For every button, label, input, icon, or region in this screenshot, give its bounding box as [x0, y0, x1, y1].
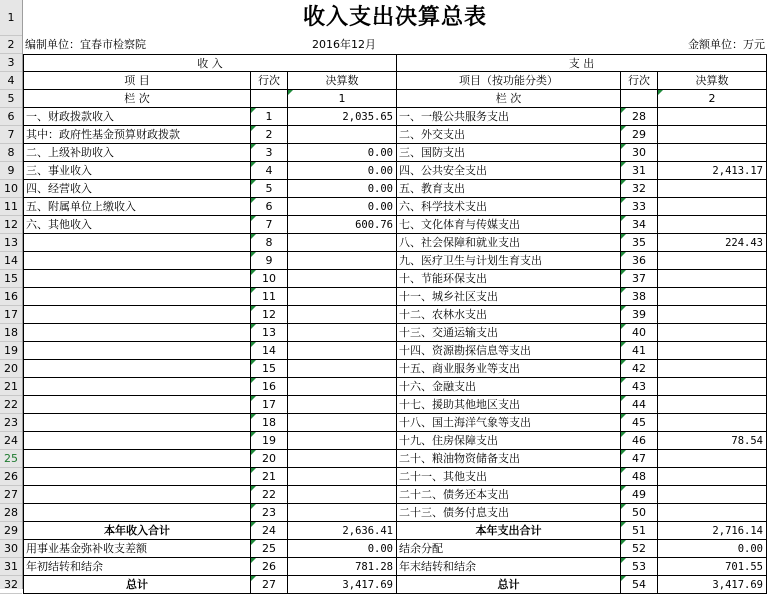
row-number[interactable]: 20: [0, 360, 22, 378]
income-seq-cell[interactable]: 18: [251, 414, 288, 432]
income-amount-cell[interactable]: 2,035.65: [288, 108, 397, 126]
expense-item-cell[interactable]: 十七、援助其他地区支出: [397, 396, 621, 414]
income-item-cell[interactable]: 五、附属单位上缴收入: [23, 198, 251, 216]
income-amount-cell[interactable]: [288, 360, 397, 378]
income-amount-cell[interactable]: [288, 126, 397, 144]
expense-amount-cell[interactable]: 2,716.14: [658, 522, 767, 540]
expense-item-cell[interactable]: 十四、资源勘探信息等支出: [397, 342, 621, 360]
expense-item-cell[interactable]: 六、科学技术支出: [397, 198, 621, 216]
expense-item-cell[interactable]: 九、医疗卫生与计划生育支出: [397, 252, 621, 270]
expense-amount-cell[interactable]: 78.54: [658, 432, 767, 450]
table-row: [23, 504, 767, 522]
row-number[interactable]: 13: [0, 234, 22, 252]
row-number[interactable]: 23: [0, 414, 22, 432]
income-item-cell[interactable]: 四、经营收入: [23, 180, 251, 198]
expense-amount-cell[interactable]: [658, 270, 767, 288]
expense-seq-cell[interactable]: 47: [621, 450, 658, 468]
expense-amount-cell[interactable]: [658, 342, 767, 360]
expense-seq-cell[interactable]: 54: [621, 576, 658, 594]
expense-amount-cell[interactable]: 701.55: [658, 558, 767, 576]
income-item-cell[interactable]: 总计: [23, 576, 251, 594]
expense-amount-cell[interactable]: [658, 414, 767, 432]
income-seq-cell[interactable]: 23: [251, 504, 288, 522]
table-row: [23, 108, 767, 126]
expense-amount-cell[interactable]: [658, 486, 767, 504]
row-number[interactable]: 12: [0, 216, 22, 234]
income-seq-cell[interactable]: 15: [251, 360, 288, 378]
income-seq-cell[interactable]: 24: [251, 522, 288, 540]
income-item-cell[interactable]: 年初结转和结余: [23, 558, 251, 576]
org-line[interactable]: 编制单位：宜春市检察院: [25, 38, 146, 51]
expense-seq-cell[interactable]: 35: [621, 234, 658, 252]
expense-item-cell[interactable]: 十一、城乡社区支出: [397, 288, 621, 306]
section-income[interactable]: 收 入: [23, 54, 397, 72]
table-row: [23, 468, 767, 486]
income-amount-cell[interactable]: 0.00: [288, 180, 397, 198]
income-item-cell[interactable]: [23, 396, 251, 414]
expense-amount-cell[interactable]: 224.43: [658, 234, 767, 252]
col-exp-label[interactable]: 栏 次: [397, 90, 621, 108]
header-exp-seq[interactable]: 行次: [621, 72, 658, 90]
expense-item-cell[interactable]: 十、节能环保支出: [397, 270, 621, 288]
section-expense[interactable]: 支 出: [397, 54, 767, 72]
row-number[interactable]: 18: [0, 324, 22, 342]
expense-amount-cell[interactable]: [658, 198, 767, 216]
expense-seq-cell[interactable]: 53: [621, 558, 658, 576]
income-item-cell[interactable]: [23, 306, 251, 324]
row-number[interactable]: 2: [0, 36, 22, 54]
row-number[interactable]: 15: [0, 270, 22, 288]
col-blank[interactable]: [251, 90, 288, 108]
row-number[interactable]: 8: [0, 144, 22, 162]
expense-amount-cell[interactable]: 3,417.69: [658, 576, 767, 594]
expense-item-cell[interactable]: 一、一般公共服务支出: [397, 108, 621, 126]
expense-amount-cell[interactable]: [658, 504, 767, 522]
income-item-cell[interactable]: [23, 432, 251, 450]
expense-item-cell[interactable]: 十六、金融支出: [397, 378, 621, 396]
income-seq-cell[interactable]: 26: [251, 558, 288, 576]
expense-amount-cell[interactable]: [658, 252, 767, 270]
expense-item-cell[interactable]: 十二、农林水支出: [397, 306, 621, 324]
expense-item-cell[interactable]: 二十二、债务还本支出: [397, 486, 621, 504]
row-number[interactable]: 28: [0, 504, 22, 522]
row-number[interactable]: 4: [0, 72, 22, 90]
income-amount-cell[interactable]: [288, 306, 397, 324]
table-row: [23, 558, 767, 576]
income-amount-cell[interactable]: [288, 396, 397, 414]
table-row: [23, 414, 767, 432]
report-title: 收入支出决算总表: [302, 5, 487, 30]
row-number-gutter: [0, 0, 23, 589]
expense-seq-cell[interactable]: 29: [621, 126, 658, 144]
expense-seq-cell[interactable]: 45: [621, 414, 658, 432]
header-info-row: [23, 36, 767, 54]
expense-seq-cell[interactable]: 49: [621, 486, 658, 504]
expense-seq-cell[interactable]: 46: [621, 432, 658, 450]
expense-amount-cell[interactable]: 2,413.17: [658, 162, 767, 180]
income-item-cell[interactable]: 本年收入合计: [23, 522, 251, 540]
income-amount-cell[interactable]: [288, 270, 397, 288]
income-item-cell[interactable]: 用事业基金弥补收支差额: [23, 540, 251, 558]
row-number[interactable]: 25: [0, 450, 22, 468]
expense-seq-cell[interactable]: 43: [621, 378, 658, 396]
column-header-row: [23, 72, 767, 90]
expense-seq-cell[interactable]: 39: [621, 306, 658, 324]
table-row: [23, 126, 767, 144]
row-number[interactable]: 30: [0, 540, 22, 558]
income-seq-cell[interactable]: 22: [251, 486, 288, 504]
expense-item-cell[interactable]: 本年支出合计: [397, 522, 621, 540]
income-seq-cell[interactable]: 1: [251, 108, 288, 126]
expense-item-cell[interactable]: 八、社会保障和就业支出: [397, 234, 621, 252]
expense-item-cell[interactable]: 二十三、债务付息支出: [397, 504, 621, 522]
income-item-cell[interactable]: 二、上级补助收入: [23, 144, 251, 162]
table-row: [23, 432, 767, 450]
col-exp-index[interactable]: 2: [658, 90, 767, 108]
expense-amount-cell[interactable]: [658, 288, 767, 306]
expense-item-cell[interactable]: 结余分配: [397, 540, 621, 558]
income-item-cell[interactable]: 其中：政府性基金预算财政拨款: [23, 126, 251, 144]
expense-item-cell[interactable]: 四、公共安全支出: [397, 162, 621, 180]
expense-seq-cell[interactable]: 37: [621, 270, 658, 288]
row-number[interactable]: 21: [0, 378, 22, 396]
expense-item-cell[interactable]: 二十、粮油物资储备支出: [397, 450, 621, 468]
income-item-cell[interactable]: 三、事业收入: [23, 162, 251, 180]
row-number[interactable]: 9: [0, 162, 22, 180]
expense-item-cell[interactable]: 年末结转和结余: [397, 558, 621, 576]
income-seq-cell[interactable]: 11: [251, 288, 288, 306]
table-row: [23, 378, 767, 396]
income-seq-cell[interactable]: 21: [251, 468, 288, 486]
table-row: [23, 216, 767, 234]
expense-item-cell[interactable]: 十三、交通运输支出: [397, 324, 621, 342]
expense-item-cell[interactable]: 五、教育支出: [397, 180, 621, 198]
income-amount-cell[interactable]: [288, 468, 397, 486]
table-row: [23, 540, 767, 558]
row-number[interactable]: 16: [0, 288, 22, 306]
income-amount-cell[interactable]: [288, 486, 397, 504]
expense-amount-cell[interactable]: [658, 306, 767, 324]
table-row: [23, 252, 767, 270]
col-income-index[interactable]: 1: [288, 90, 397, 108]
income-amount-cell[interactable]: 0.00: [288, 144, 397, 162]
income-amount-cell[interactable]: 2,636.41: [288, 522, 397, 540]
expense-seq-cell[interactable]: 50: [621, 504, 658, 522]
header-amount[interactable]: 决算数: [288, 72, 397, 90]
expense-seq-cell[interactable]: 33: [621, 198, 658, 216]
row-number[interactable]: 22: [0, 396, 22, 414]
table-row: [23, 576, 767, 594]
table-row: [23, 270, 767, 288]
income-item-cell[interactable]: [23, 486, 251, 504]
row-number[interactable]: 17: [0, 306, 22, 324]
income-amount-cell[interactable]: 781.28: [288, 558, 397, 576]
income-amount-cell[interactable]: 0.00: [288, 540, 397, 558]
row-number[interactable]: 14: [0, 252, 22, 270]
expense-seq-cell[interactable]: 30: [621, 144, 658, 162]
expense-seq-cell[interactable]: 48: [621, 468, 658, 486]
income-item-cell[interactable]: [23, 504, 251, 522]
row-number[interactable]: 1: [0, 0, 22, 36]
table-row: [23, 144, 767, 162]
income-seq-cell[interactable]: 16: [251, 378, 288, 396]
expense-seq-cell[interactable]: 38: [621, 288, 658, 306]
row-number[interactable]: 24: [0, 432, 22, 450]
income-seq-cell[interactable]: 27: [251, 576, 288, 594]
income-amount-cell[interactable]: 0.00: [288, 162, 397, 180]
col-exp-blank[interactable]: [621, 90, 658, 108]
header-item[interactable]: 项 目: [23, 72, 251, 90]
income-amount-cell[interactable]: [288, 288, 397, 306]
header-exp-item[interactable]: 项目（按功能分类）: [397, 72, 621, 90]
table-row: [23, 342, 767, 360]
column-index-row: [23, 90, 767, 108]
table-row: [23, 162, 767, 180]
income-amount-cell[interactable]: [288, 414, 397, 432]
expense-seq-cell[interactable]: 34: [621, 216, 658, 234]
table-row: [23, 360, 767, 378]
expense-amount-cell[interactable]: [658, 216, 767, 234]
row-number[interactable]: 29: [0, 522, 22, 540]
unit-label[interactable]: 金额单位：万元: [688, 38, 765, 51]
expense-amount-cell[interactable]: [658, 396, 767, 414]
income-item-cell[interactable]: [23, 468, 251, 486]
table-row: [23, 486, 767, 504]
table-row: [23, 306, 767, 324]
expense-item-cell[interactable]: 七、文化体育与传媒支出: [397, 216, 621, 234]
row-number[interactable]: 26: [0, 468, 22, 486]
expense-seq-cell[interactable]: 44: [621, 396, 658, 414]
expense-seq-cell[interactable]: 32: [621, 180, 658, 198]
income-amount-cell[interactable]: [288, 432, 397, 450]
expense-item-cell[interactable]: 三、国防支出: [397, 144, 621, 162]
period[interactable]: 2016年12月: [312, 38, 376, 51]
row-number[interactable]: 7: [0, 126, 22, 144]
income-seq-cell[interactable]: 9: [251, 252, 288, 270]
expense-item-cell[interactable]: 十八、国土海洋气象等支出: [397, 414, 621, 432]
income-item-cell[interactable]: [23, 414, 251, 432]
income-amount-cell[interactable]: [288, 234, 397, 252]
expense-seq-cell[interactable]: 31: [621, 162, 658, 180]
table-row: [23, 180, 767, 198]
expense-item-cell[interactable]: 十五、商业服务业等支出: [397, 360, 621, 378]
income-amount-cell[interactable]: 3,417.69: [288, 576, 397, 594]
expense-seq-cell[interactable]: 42: [621, 360, 658, 378]
income-seq-cell[interactable]: 13: [251, 324, 288, 342]
expense-amount-cell[interactable]: [658, 450, 767, 468]
income-seq-cell[interactable]: 3: [251, 144, 288, 162]
row-number[interactable]: 3: [0, 54, 22, 72]
expense-amount-cell[interactable]: [658, 180, 767, 198]
row-number[interactable]: 32: [0, 576, 22, 594]
table-row: [23, 522, 767, 540]
table-row: [23, 234, 767, 252]
table-row: [23, 324, 767, 342]
income-amount-cell[interactable]: [288, 324, 397, 342]
income-seq-cell[interactable]: 12: [251, 306, 288, 324]
income-seq-cell[interactable]: 19: [251, 432, 288, 450]
row-number[interactable]: 27: [0, 486, 22, 504]
expense-seq-cell[interactable]: 52: [621, 540, 658, 558]
expense-item-cell[interactable]: 二十一、其他支出: [397, 468, 621, 486]
expense-seq-cell[interactable]: 51: [621, 522, 658, 540]
income-seq-cell[interactable]: 17: [251, 396, 288, 414]
income-amount-cell[interactable]: 600.76: [288, 216, 397, 234]
income-seq-cell[interactable]: 6: [251, 198, 288, 216]
income-item-cell[interactable]: [23, 342, 251, 360]
income-seq-cell[interactable]: 20: [251, 450, 288, 468]
income-item-cell[interactable]: 一、财政拨款收入: [23, 108, 251, 126]
expense-amount-cell[interactable]: [658, 144, 767, 162]
income-item-cell[interactable]: 六、其他收入: [23, 216, 251, 234]
row-number[interactable]: 19: [0, 342, 22, 360]
income-amount-cell[interactable]: [288, 504, 397, 522]
income-item-cell[interactable]: [23, 324, 251, 342]
row-number[interactable]: 10: [0, 180, 22, 198]
table-row: [23, 288, 767, 306]
table-row: [23, 396, 767, 414]
row-number[interactable]: 31: [0, 558, 22, 576]
table-row: [23, 198, 767, 216]
expense-amount-cell[interactable]: [658, 324, 767, 342]
income-amount-cell[interactable]: [288, 378, 397, 396]
income-item-cell[interactable]: [23, 288, 251, 306]
income-amount-cell[interactable]: [288, 252, 397, 270]
income-item-cell[interactable]: [23, 270, 251, 288]
expense-item-cell[interactable]: 二、外交支出: [397, 126, 621, 144]
income-seq-cell[interactable]: 8: [251, 234, 288, 252]
income-item-cell[interactable]: [23, 360, 251, 378]
income-seq-cell[interactable]: 14: [251, 342, 288, 360]
section-row: [23, 54, 767, 72]
expense-amount-cell[interactable]: [658, 468, 767, 486]
row-number[interactable]: 11: [0, 198, 22, 216]
income-seq-cell[interactable]: 10: [251, 270, 288, 288]
income-seq-cell[interactable]: 2: [251, 126, 288, 144]
expense-seq-cell[interactable]: 41: [621, 342, 658, 360]
income-amount-cell[interactable]: 0.00: [288, 198, 397, 216]
col-label[interactable]: 栏 次: [23, 90, 251, 108]
expense-amount-cell[interactable]: [658, 126, 767, 144]
header-seq[interactable]: 行次: [251, 72, 288, 90]
expense-seq-cell[interactable]: 28: [621, 108, 658, 126]
expense-item-cell[interactable]: 十九、住房保障支出: [397, 432, 621, 450]
income-item-cell[interactable]: [23, 252, 251, 270]
income-item-cell[interactable]: [23, 378, 251, 396]
expense-seq-cell[interactable]: 36: [621, 252, 658, 270]
row-number[interactable]: 5: [0, 90, 22, 108]
expense-amount-cell[interactable]: [658, 108, 767, 126]
expense-amount-cell[interactable]: [658, 360, 767, 378]
row-number[interactable]: 6: [0, 108, 22, 126]
income-seq-cell[interactable]: 25: [251, 540, 288, 558]
income-amount-cell[interactable]: [288, 342, 397, 360]
header-exp-amount[interactable]: 决算数: [658, 72, 767, 90]
expense-seq-cell[interactable]: 40: [621, 324, 658, 342]
income-amount-cell[interactable]: [288, 450, 397, 468]
income-item-cell[interactable]: [23, 234, 251, 252]
income-seq-cell[interactable]: 4: [251, 162, 288, 180]
income-seq-cell[interactable]: 5: [251, 180, 288, 198]
income-seq-cell[interactable]: 7: [251, 216, 288, 234]
expense-amount-cell[interactable]: [658, 378, 767, 396]
table-row: [23, 450, 767, 468]
income-item-cell[interactable]: [23, 450, 251, 468]
expense-amount-cell[interactable]: 0.00: [658, 540, 767, 558]
expense-item-cell[interactable]: 总计: [397, 576, 621, 594]
